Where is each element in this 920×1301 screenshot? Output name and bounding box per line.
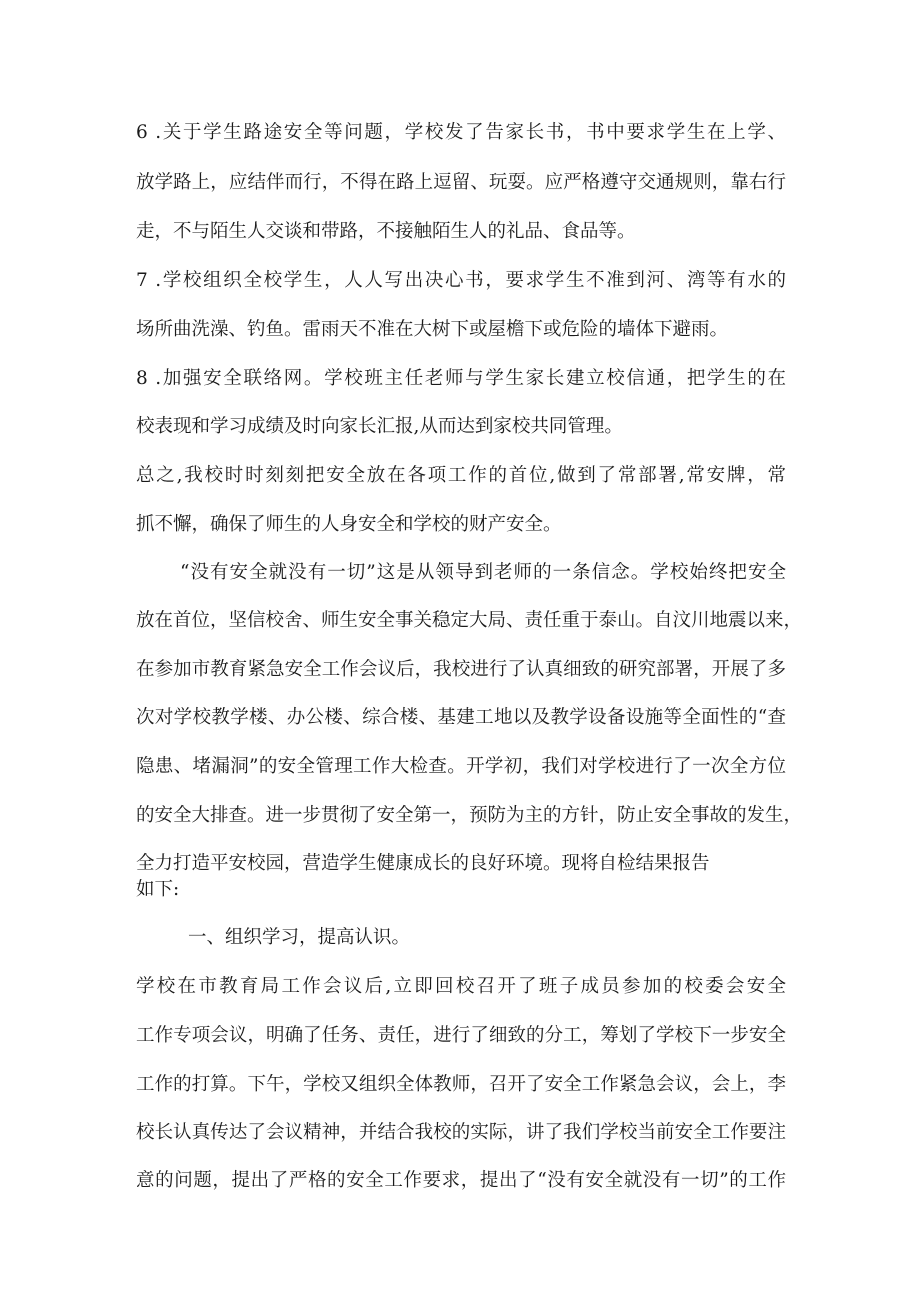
text-line: 6 .关于学生路途安全等问题，学校发了告家长书，书中要求学生在上学、: [136, 122, 786, 143]
text-line: 走，不与陌生人交谈和带路，不接触陌生人的礼品、食品等。: [136, 221, 636, 242]
text-line: 如下:: [136, 879, 180, 900]
text-line: 放在首位，坚信校舍、师生安全事关稳定大局、责任重于泰山。自汶川地震以来，: [136, 610, 803, 631]
text-line: 7 .学校组织全校学生，人人写出决心书，要求学生不准到河、湾等有水的: [136, 270, 786, 291]
text-line: 工作的打算。下午，学校又组织全体教师，召开了安全工作紧急会议，会上，李: [136, 1074, 786, 1095]
text-line: 8 .加强安全联络网。学校班主任老师与学生家长建立校信通，把学生的在: [136, 368, 786, 389]
text-line: 抓不懈，确保了师生的人身安全和学校的财产安全。: [136, 514, 562, 535]
text-line: 全力打造平安校园，营造学生健康成长的良好环境。现将自检结果报告: [136, 853, 710, 874]
text-line: 隐患、堵漏洞”的安全管理工作大检查。开学初，我们对学校进行了一次全方位: [136, 756, 786, 777]
text-line: 的安全大排查。进一步贯彻了安全第一，预防为主的方针，防止安全事故的发生，: [136, 805, 803, 826]
text-line: 放学路上，应结伴而行，不得在路上逗留、玩耍。应严格遵守交通规则，靠右行: [136, 172, 786, 193]
text-line: 校表现和学习成绩及时向家长汇报,从而达到家校共同管理。: [136, 416, 623, 437]
text-line: 总之,我校时时刻刻把安全放在各项工作的首位,做到了常部署,常安牌，常: [136, 465, 786, 486]
text-line: 学校在市教育局工作会议后,立即回校召开了班子成员参加的校委会安全: [136, 976, 786, 997]
text-line: 工作专项会议，明确了任务、责任，进行了细致的分工，筹划了学校下一步安全: [136, 1025, 786, 1046]
text-line: 次对学校教学楼、办公楼、综合楼、基建工地以及教学设备设施等全面性的“查: [136, 707, 786, 728]
text-line: 在参加市教育紧急安全工作会议后，我校进行了认真细致的研究部署，开展了多: [136, 659, 786, 680]
text-line: 场所曲洗澡、钓鱼。雷雨天不准在大树下或屋檐下或危险的墙体下避雨。: [136, 319, 729, 340]
text-line: 意的问题，提出了严格的安全工作要求，提出了“没有安全就没有一切”的工作: [136, 1170, 786, 1191]
text-line: 校长认真传达了会议精神，并结合我校的实际，讲了我们学校当前安全工作要注: [136, 1122, 786, 1143]
text-line: “没有安全就没有一切”这是从领导到老师的一条信念。学校始终把安全: [180, 562, 786, 583]
section-heading: 一、组织学习，提高认识。: [188, 927, 411, 948]
